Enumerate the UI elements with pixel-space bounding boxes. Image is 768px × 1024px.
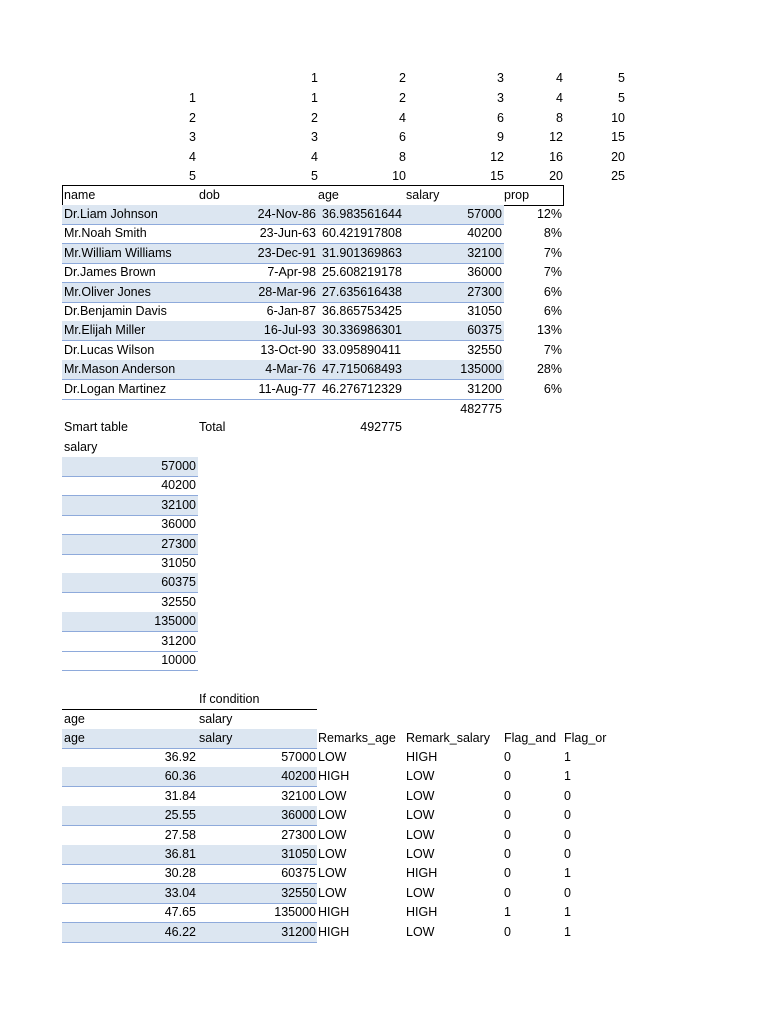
if-flag-and[interactable]: 0 — [504, 847, 511, 861]
if-flag-or[interactable]: 1 — [564, 866, 571, 881]
person-salary[interactable]: 31200 — [467, 381, 502, 396]
mult-row-index[interactable]: 1 — [189, 91, 196, 105]
person-prop[interactable]: 6% — [543, 381, 562, 396]
if-flag-or[interactable]: 1 — [564, 924, 571, 939]
person-prop[interactable]: 7% — [543, 265, 562, 280]
if-flag-or[interactable]: 0 — [564, 788, 571, 803]
person-prop[interactable]: 6% — [543, 284, 562, 299]
person-name[interactable]: Dr.Liam Johnson — [64, 207, 158, 221]
if-condition-title[interactable]: If condition — [199, 692, 260, 706]
smart-salary-value[interactable]: 31050 — [161, 556, 196, 570]
person-prop[interactable]: 6% — [543, 304, 562, 318]
if-remarks-age[interactable]: LOW — [318, 827, 347, 842]
person-salary[interactable]: 32550 — [467, 342, 502, 357]
mult-value-cell[interactable]: 9 — [497, 130, 504, 145]
person-name[interactable]: Mr.William Williams — [64, 245, 172, 260]
smart-salary-value[interactable]: 60375 — [161, 575, 196, 590]
if-salary[interactable]: 32100 — [281, 788, 316, 803]
person-prop[interactable]: 7% — [543, 342, 562, 357]
person-name[interactable]: Dr.James Brown — [64, 265, 156, 280]
if-salary[interactable]: 40200 — [281, 769, 316, 784]
mult-row-index[interactable]: 4 — [189, 149, 196, 164]
if-remark-salary[interactable]: LOW — [406, 885, 435, 900]
if-salary[interactable]: 60375 — [281, 866, 316, 881]
if-salary[interactable]: 57000 — [281, 750, 316, 764]
if-flag-or[interactable]: 1 — [564, 769, 571, 784]
person-salary[interactable]: 36000 — [467, 265, 502, 280]
person-prop[interactable]: 12% — [536, 207, 562, 221]
mult-value-cell[interactable]: 4 — [556, 91, 563, 105]
mult-value-cell[interactable]: 8 — [399, 149, 406, 164]
mult-value-cell[interactable]: 3 — [311, 130, 318, 145]
if-flag-and[interactable]: 0 — [504, 808, 511, 823]
if-remarks-age[interactable]: LOW — [318, 788, 347, 803]
person-age[interactable]: 25.608219178 — [322, 265, 402, 280]
smart-salary-value[interactable]: 10000 — [161, 653, 196, 667]
if-remark-salary[interactable]: LOW — [406, 769, 435, 784]
person-name[interactable]: Mr.Oliver Jones — [64, 284, 151, 299]
smart-salary-value[interactable]: 27300 — [161, 536, 196, 551]
if-flag-or[interactable]: 0 — [564, 885, 571, 900]
smart-salary-value[interactable]: 40200 — [161, 478, 196, 493]
if-flag-and[interactable]: 1 — [504, 905, 511, 920]
mult-value-cell[interactable]: 1 — [311, 91, 318, 105]
mult-value-cell[interactable]: 12 — [549, 130, 563, 145]
if-age[interactable]: 33.04 — [164, 885, 196, 900]
if-flag-and[interactable]: 0 — [504, 885, 511, 900]
person-dob[interactable]: 11-Aug-77 — [258, 381, 316, 396]
person-age[interactable]: 47.715068493 — [322, 362, 402, 377]
mult-value-cell[interactable]: 2 — [311, 110, 318, 125]
if-flag-and[interactable]: 0 — [504, 788, 511, 803]
mult-header-cell[interactable]: 2 — [399, 71, 406, 85]
if-age[interactable]: 31.84 — [164, 788, 196, 803]
person-dob[interactable]: 24-Nov-86 — [257, 207, 316, 221]
mult-value-cell[interactable]: 5 — [618, 91, 625, 105]
person-age[interactable]: 60.421917808 — [322, 226, 402, 241]
mult-value-cell[interactable]: 10 — [611, 110, 625, 125]
mult-header-cell[interactable]: 5 — [618, 71, 625, 85]
if-age[interactable]: 30.28 — [164, 866, 196, 881]
total-value[interactable]: 492775 — [360, 420, 402, 434]
smart-table-label[interactable]: Smart table — [64, 420, 128, 434]
col-header-prop[interactable]: prop — [504, 188, 530, 202]
if-flag-or[interactable]: 0 — [564, 847, 571, 861]
if-salary[interactable]: 31200 — [281, 924, 316, 939]
mult-value-cell[interactable]: 20 — [611, 149, 625, 164]
if-remark-salary[interactable]: LOW — [406, 827, 435, 842]
if-flag-and[interactable]: 0 — [504, 827, 511, 842]
mult-header-cell[interactable]: 4 — [556, 71, 563, 85]
person-salary[interactable]: 32100 — [467, 245, 502, 260]
if-col-remark-salary[interactable]: Remark_salary — [406, 731, 491, 745]
mult-value-cell[interactable]: 6 — [399, 130, 406, 145]
person-prop[interactable]: 13% — [536, 323, 562, 338]
smart-salary-value[interactable]: 32550 — [161, 594, 196, 609]
mult-value-cell[interactable]: 4 — [311, 149, 318, 164]
if-salary[interactable]: 135000 — [274, 905, 316, 920]
if-age[interactable]: 46.22 — [164, 924, 196, 939]
if-remark-salary[interactable]: LOW — [406, 847, 435, 861]
person-age[interactable]: 46.276712329 — [322, 381, 402, 396]
mult-value-cell[interactable]: 12 — [490, 149, 504, 164]
if-flag-or[interactable]: 1 — [564, 905, 571, 920]
if-remark-salary[interactable]: LOW — [406, 788, 435, 803]
mult-value-cell[interactable]: 3 — [497, 91, 504, 105]
mult-value-cell[interactable]: 6 — [497, 110, 504, 125]
if-remarks-age[interactable]: HIGH — [318, 769, 350, 784]
total-label[interactable]: Total — [199, 420, 226, 434]
person-dob[interactable]: 23-Jun-63 — [259, 226, 316, 241]
salary-sum[interactable]: 482775 — [460, 402, 502, 416]
if-remarks-age[interactable]: LOW — [318, 808, 347, 823]
if-row-divider — [62, 942, 317, 943]
person-name[interactable]: Mr.Elijah Miller — [64, 323, 146, 338]
mult-row-index[interactable]: 2 — [189, 110, 196, 125]
if-remark-salary[interactable]: HIGH — [406, 866, 438, 881]
person-dob[interactable]: 16-Jul-93 — [263, 323, 316, 338]
person-prop[interactable]: 7% — [543, 245, 562, 260]
person-age[interactable]: 33.095890411 — [322, 342, 402, 357]
if-col-salary[interactable]: salary — [199, 731, 233, 745]
smart-salary-value[interactable]: 31200 — [161, 633, 196, 648]
mult-value-cell[interactable]: 8 — [556, 110, 563, 125]
mult-row-index[interactable]: 5 — [189, 169, 196, 184]
person-name[interactable]: Dr.Logan Martinez — [64, 381, 167, 396]
col-header-dob[interactable]: dob — [199, 188, 220, 202]
if-flag-and[interactable]: 0 — [504, 866, 511, 881]
col-header-age[interactable]: age — [318, 188, 339, 202]
if-remarks-age[interactable]: HIGH — [318, 905, 350, 920]
mult-value-cell[interactable]: 2 — [399, 91, 406, 105]
if-flag-or[interactable]: 0 — [564, 808, 571, 823]
if-age[interactable]: 27.58 — [164, 827, 196, 842]
if-salary[interactable]: 32550 — [281, 885, 316, 900]
person-dob[interactable]: 28-Mar-96 — [258, 284, 316, 299]
if-remarks-age[interactable]: HIGH — [318, 924, 350, 939]
person-age[interactable]: 36.983561644 — [322, 207, 402, 221]
person-salary[interactable]: 40200 — [467, 226, 502, 241]
person-name[interactable]: Mr.Noah Smith — [64, 226, 147, 241]
if-flag-and[interactable]: 0 — [504, 750, 511, 764]
mult-value-cell[interactable]: 10 — [392, 169, 406, 184]
if-flag-and[interactable]: 0 — [504, 769, 511, 784]
person-dob[interactable]: 23-Dec-91 — [257, 245, 316, 260]
if-flag-and[interactable]: 0 — [504, 924, 511, 939]
mult-value-cell[interactable]: 20 — [549, 169, 563, 184]
person-name[interactable]: Dr.Lucas Wilson — [64, 342, 155, 357]
if-remark-salary[interactable]: LOW — [406, 924, 435, 939]
if-age[interactable]: 36.81 — [164, 847, 196, 861]
mult-value-cell[interactable]: 5 — [311, 169, 318, 184]
smart-salary-value[interactable]: 36000 — [161, 517, 196, 532]
criteria-salary[interactable]: salary — [199, 712, 233, 726]
if-flag-or[interactable]: 0 — [564, 827, 571, 842]
if-col-age[interactable]: age — [64, 731, 85, 745]
if-age[interactable]: 47.65 — [164, 905, 196, 920]
if-age[interactable]: 60.36 — [164, 769, 196, 784]
person-age[interactable]: 30.336986301 — [322, 323, 402, 338]
smart-salary-value[interactable]: 57000 — [161, 459, 196, 473]
mult-value-cell[interactable]: 16 — [549, 149, 563, 164]
if-col-remarks-age[interactable]: Remarks_age — [318, 731, 396, 745]
if-col-flag-or[interactable]: Flag_or — [564, 731, 607, 745]
person-age[interactable]: 27.635616438 — [322, 284, 402, 299]
if-remarks-age[interactable]: LOW — [318, 885, 347, 900]
person-salary[interactable]: 31050 — [467, 304, 502, 318]
col-header-salary[interactable]: salary — [406, 188, 440, 202]
person-dob[interactable]: 4-Mar-76 — [265, 362, 316, 377]
mult-header-cell[interactable]: 3 — [497, 71, 504, 85]
mult-value-cell[interactable]: 15 — [490, 169, 504, 184]
if-remark-salary[interactable]: LOW — [406, 808, 435, 823]
if-col-flag-and[interactable]: Flag_and — [504, 731, 557, 745]
if-remarks-age[interactable]: LOW — [318, 866, 347, 881]
mult-header-cell[interactable]: 1 — [311, 71, 318, 85]
if-salary[interactable]: 36000 — [281, 808, 316, 823]
if-salary[interactable]: 31050 — [281, 847, 316, 861]
smart-salary-value[interactable]: 32100 — [161, 497, 196, 512]
if-remark-salary[interactable]: HIGH — [406, 750, 438, 764]
if-age[interactable]: 25.55 — [164, 808, 196, 823]
criteria-age[interactable]: age — [64, 712, 85, 726]
mult-value-cell[interactable]: 15 — [611, 130, 625, 145]
person-salary[interactable]: 60375 — [467, 323, 502, 338]
if-remarks-age[interactable]: LOW — [318, 750, 347, 764]
if-remark-salary[interactable]: HIGH — [406, 905, 438, 920]
smart-salary-header[interactable]: salary — [64, 440, 98, 454]
person-prop[interactable]: 28% — [536, 362, 562, 377]
col-header-name[interactable]: name — [64, 188, 96, 202]
smart-row-divider — [62, 670, 198, 671]
person-age[interactable]: 31.901369863 — [322, 245, 402, 260]
person-name[interactable]: Dr.Benjamin Davis — [64, 304, 167, 318]
person-dob[interactable]: 13-Oct-90 — [260, 342, 316, 357]
smart-salary-value[interactable]: 135000 — [154, 614, 196, 629]
person-salary[interactable]: 57000 — [467, 207, 502, 221]
mult-row-index[interactable]: 3 — [189, 130, 196, 145]
mult-value-cell[interactable]: 4 — [399, 110, 406, 125]
if-salary[interactable]: 27300 — [281, 827, 316, 842]
if-remarks-age[interactable]: LOW — [318, 847, 347, 861]
person-prop[interactable]: 8% — [543, 226, 562, 241]
person-name[interactable]: Mr.Mason Anderson — [64, 362, 176, 377]
if-age[interactable]: 36.92 — [164, 750, 196, 764]
person-age[interactable]: 36.865753425 — [322, 304, 402, 318]
person-dob[interactable]: 7-Apr-98 — [267, 265, 316, 280]
if-flag-or[interactable]: 1 — [564, 750, 571, 764]
person-dob[interactable]: 6-Jan-87 — [266, 304, 316, 318]
person-salary[interactable]: 135000 — [460, 362, 502, 377]
person-salary[interactable]: 27300 — [467, 284, 502, 299]
mult-value-cell[interactable]: 25 — [611, 169, 625, 184]
